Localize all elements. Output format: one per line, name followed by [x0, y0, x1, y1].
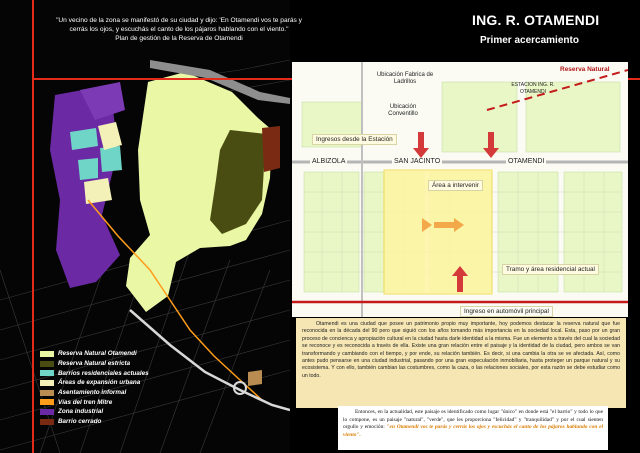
- legend-swatch: [40, 409, 54, 415]
- legend-item: [40, 378, 180, 388]
- legend-label: Zona industrial: [58, 408, 104, 416]
- urban-plan: [292, 62, 628, 317]
- legend-item: [40, 368, 180, 378]
- legend-swatch: [40, 419, 54, 425]
- legend-label: Áreas de expansión urbana: [58, 379, 141, 387]
- legend-item: [40, 397, 180, 407]
- quote-block: [48, 16, 310, 43]
- legend-swatch: [40, 399, 54, 405]
- legend-item: [40, 359, 180, 369]
- legend-label: Reserva Natural estricta: [58, 360, 131, 368]
- label-estacion: ESTACION ING. R. OTAMENDI: [511, 82, 555, 95]
- street-albizola: ALBIZOLA: [312, 158, 346, 165]
- street-otamendi: OTAMENDI: [508, 158, 545, 165]
- quote-box-highlight: "en Otamendi vos te parás y cerrás los ojos y escuchás el canto de los pájaros hablando con el viento".: [343, 424, 603, 438]
- label-conventillo: Ubicación Conventillo: [388, 104, 418, 117]
- legend-label: Barrio cerrado: [58, 418, 102, 426]
- legend-swatch: [40, 370, 54, 376]
- legend-item: [40, 349, 180, 359]
- zone-closed-neighbourhood: [262, 126, 280, 172]
- map-legend: [40, 349, 180, 427]
- legend-item: [40, 388, 180, 398]
- label-area: Área a intervenir: [428, 180, 483, 191]
- zone-residential-2: [100, 146, 122, 172]
- label-ingresos-estacion: Ingresos desde la Estación: [312, 134, 397, 145]
- legend-swatch: [40, 351, 54, 357]
- zone-residential-3: [78, 158, 98, 180]
- label-fabrica: Ubicación Fabrica de Ladrillos: [376, 72, 434, 85]
- legend-label: Vías del tren Mitre: [58, 398, 113, 406]
- street-san-jacinto: SAN JACINTO: [394, 158, 441, 165]
- body-paragraph: Otamendi es una ciudad que posee un patrimonio propio muy importante, hoy podemos destacar la reserva natural que fue reconocida en la década del 90 pero que siguió con los años tomando más importancia en la sociedad local. Esta, paso por un gran proceso de concienca y apropiación cultural en la ciudad hasta darle identidad a la misma. Fue un elemento a través del cual la sociedad se reconoce y es reconocida a través de ella. Existe una gran relación entre el paisaje y la identidad de la ciudad, pero ambos se van transformando y cambiando con el tiempo, y por ende, su relación también. Es decir, si una cambia la otra se ve afectada. Así, como antes pudo pensarse en una ciudad industrial, pasando por una gran especulación inmobiliaria, hasta proteger un parque natural y su ecosistema. Y con ello, también cambian las costumbres, como la caza, o las relaciones sociales, por esta razón se debe estudiar como un todo.: [296, 318, 626, 408]
- legend-swatch: [40, 361, 54, 367]
- label-ingreso-principal: Ingreso en automóvil principal: [460, 306, 553, 317]
- quote-source: Plan de gestión de la Reserva de Otamendi: [115, 35, 243, 42]
- red-vertical-rule: [32, 0, 34, 453]
- label-tramo: Tramo y área residencial actual: [502, 264, 599, 275]
- label-reserva: Reserva Natural: [560, 66, 610, 73]
- legend-item: [40, 417, 180, 427]
- quote-text: "Un vecino de la zona se manifestó de su ciudad y dijo: 'En Otamendi vos te parás y cerrás los ojos, y escuchás el canto de los pájaros hablando con el viento.": [56, 17, 302, 33]
- legend-item: [40, 407, 180, 417]
- legend-label: Asentamiento informal: [58, 389, 127, 397]
- page-title: ING. R. OTAMENDI: [472, 12, 600, 28]
- zone-informal: [248, 370, 262, 386]
- legend-label: Reserva Natural Otamendi: [58, 350, 137, 358]
- quote-box-text: Entonces, en la actualidad, este paisaje es identificado como lugar "único" en donde está "el barrio" y todo lo que lo compone, es un paisaje "natural", "verde", que les proporciona "felicidad" y "tranquilidad" y por el cual sienten orgullo y emoción:: [343, 409, 603, 431]
- quote-box: [338, 406, 608, 450]
- legend-swatch: [40, 380, 54, 386]
- legend-swatch: [40, 390, 54, 396]
- legend-label: Barrios residenciales actuales: [58, 369, 149, 377]
- page-subtitle: Primer acercamiento: [480, 35, 579, 46]
